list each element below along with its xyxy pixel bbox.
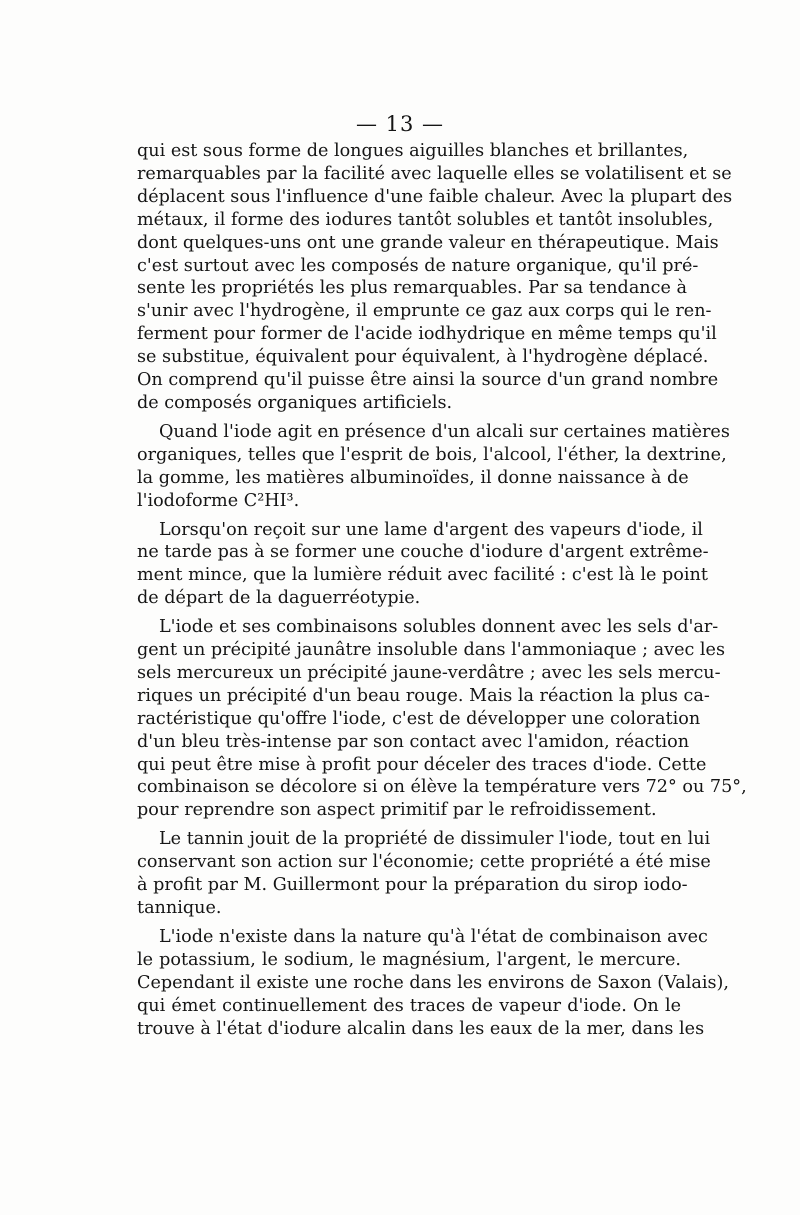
- paragraph-2: [137, 421, 730, 513]
- text-line: sente les propriétés les plus remarquables. Par sa tendance à: [137, 278, 687, 299]
- text-line: riques un précipité d'un beau rouge. Mais la réaction la plus ca-: [137, 685, 710, 706]
- text-line: combinaison se décolore si on élève la température vers 72° ou 75°,: [137, 777, 747, 798]
- iodoform-formula-line: l'iodoforme C²HI³.: [137, 490, 300, 511]
- text-line: remarquables par la facilité avec laquelle elles se volatilisent et se: [137, 163, 732, 184]
- text-line: gent un précipité jaunâtre insoluble dans l'ammoniaque ; avec les: [137, 640, 725, 661]
- text-line: la gomme, les matières albuminoïdes, il donne naissance à de: [137, 467, 689, 488]
- paragraph-6: [137, 926, 729, 1041]
- text-line: ment mince, que la lumière réduit avec facilité : c'est là le point: [137, 565, 708, 586]
- text-line: dont quelques-uns ont une grande valeur en thérapeutique. Mais: [137, 232, 719, 253]
- text-line: qui émet continuellement des traces de vapeur d'iode. On le: [137, 995, 681, 1016]
- text-line: tannique.: [137, 898, 222, 918]
- text-line: d'un bleu très-intense par son contact avec l'amidon, réaction: [137, 731, 690, 752]
- text-line: ferment pour former de l'acide iodhydrique en même temps qu'il: [137, 324, 717, 345]
- text-line: Cependant il existe une roche dans les environs de Saxon (Valais),: [137, 972, 729, 993]
- text-line: c'est surtout avec les composés de nature organique, qu'il pré-: [137, 255, 699, 276]
- text-line: à profit par M. Guillermont pour la préparation du sirop iodo-: [137, 875, 688, 896]
- text-line: sels mercureux un précipité jaune-verdâtre ; avec les sels mercu-: [137, 662, 721, 683]
- text-line: le potassium, le sodium, le magnésium, l'argent, le mercure.: [137, 949, 681, 970]
- text-line: qui peut être mise à profit pour déceler des traces d'iode. Cette: [137, 754, 707, 775]
- text-line: ne tarde pas à se former une couche d'iodure d'argent extrême-: [137, 542, 709, 563]
- text-line: organiques, telles que l'esprit de bois, l'alcool, l'éther, la dextrine,: [137, 444, 727, 465]
- body-text: [137, 140, 747, 1046]
- text-line: qui est sous forme de longues aiguilles blanches et brillantes,: [137, 141, 689, 161]
- text-line: s'unir avec l'hydrogène, il emprunte ce gaz aux corps qui le ren-: [137, 301, 712, 322]
- text-line: On comprend qu'il puisse être ainsi la source d'un grand nombre: [137, 370, 719, 391]
- text-line: se substitue, équivalent pour équivalent, à l'hydrogène déplacé.: [137, 347, 709, 368]
- page-number: — 13 —: [355, 112, 445, 136]
- paragraph-1: [137, 140, 733, 415]
- text-line: métaux, il forme des iodures tantôt solubles et tantôt insolubles,: [137, 209, 714, 230]
- text-line: L'iode et ses combinaisons solubles donnent avec les sels d'ar-: [159, 617, 719, 638]
- paragraph-3: [137, 519, 709, 611]
- text-line: pour reprendre son aspect primitif par le refroidissement.: [137, 800, 657, 821]
- text-line: trouve à l'état d'iodure alcalin dans les eaux de la mer, dans les: [137, 1018, 705, 1039]
- text-line: Le tannin jouit de la propriété de dissimuler l'iode, tout en lui: [159, 829, 711, 850]
- text-line: Lorsqu'on reçoit sur une lame d'argent des vapeurs d'iode, il: [159, 519, 703, 540]
- text-line: ractéristique qu'offre l'iode, c'est de développer une coloration: [137, 708, 701, 729]
- text-line: L'iode n'existe dans la nature qu'à l'état de combinaison avec: [159, 926, 708, 947]
- paragraph-4: [137, 616, 747, 822]
- text-line: de départ de la daguerréotypie.: [137, 588, 421, 609]
- text-line: déplacent sous l'influence d'une faible chaleur. Avec la plupart des: [137, 186, 733, 207]
- text-line: Quand l'iode agit en présence d'un alcali sur certaines matières: [159, 421, 730, 442]
- text-line: conservant son action sur l'économie; cette propriété a été mise: [137, 852, 711, 873]
- text-line: de composés organiques artificiels.: [137, 392, 453, 413]
- paragraph-5: [137, 828, 711, 920]
